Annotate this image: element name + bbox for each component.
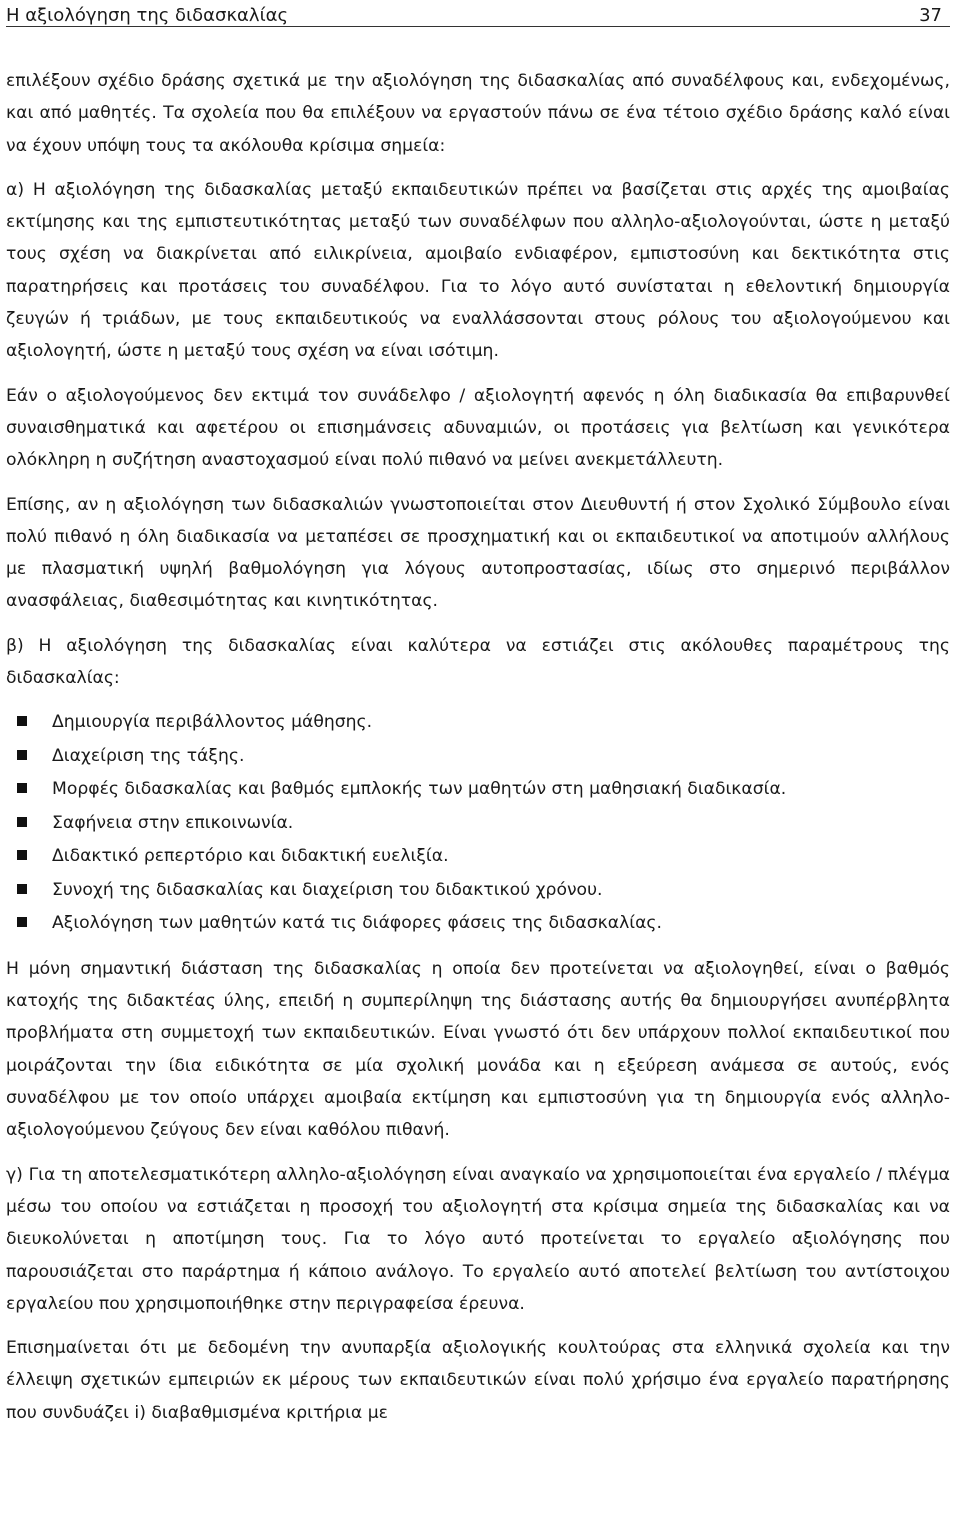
list-item	[14, 840, 950, 874]
paragraph: Εάν ο αξιολογούμενος δεν εκτιμά τον συνάδελφο / αξιολογητή αφενός η όλη διαδικασία θα επιβαρυνθεί συναισθηματικά και αφετέρου οι επισημάνσεις αδυναμιών, οι προτάσεις για βελτίωση και γενικότερα ολόκληρη η συζήτηση αναστοχασμού είναι πολύ πιθανό να μείνει ανεκμετάλλευτη.	[6, 385, 950, 471]
list-item	[14, 773, 950, 807]
list-item	[14, 807, 950, 841]
list-item-text: Δημιουργία περιβάλλοντος μάθησης.	[52, 712, 373, 733]
list-item-text: Σαφήνεια στην επικοινωνία.	[52, 812, 294, 833]
list-item	[14, 706, 950, 740]
list-item-text: Συνοχή της διδασκαλίας και διαχείριση του διδακτικού χρόνου.	[52, 879, 603, 900]
paragraph: Επισημαίνεται ότι με δεδομένη την ανυπαρξία αξιολογικής κουλτούρας στα ελληνικά σχολεία και την έλλειψη σχετικών εμπειριών εκ μέρους των εκπαιδευτικών είναι πολύ χρήσιμο ένα εργαλείο παρατήρησης που συνδυάζει i) διαβαθμισμένα κριτήρια με	[6, 1338, 950, 1423]
square-bullet-icon	[17, 817, 27, 827]
header-title: Η αξιολόγηση της διδασκαλίας	[6, 5, 289, 26]
list-item-text: Αξιολόγηση των μαθητών κατά τις διάφορες φάσεις της διδασκαλίας.	[52, 913, 662, 934]
page-number: 37	[919, 5, 942, 26]
paragraph: Η μόνη σημαντική διάσταση της διδασκαλίας η οποία δεν προτείνεται να αξιολογηθεί, είναι ο βαθμός κατοχής της διδακτέας ύλης, επειδή η συμπερίληψη της διάστασης αυτής θα δημιουργήσει ανυπέρβλητα προβλήματα στη συμμετοχή των εκπαιδευτικών. Είναι γνωστό ότι δεν υπάρχουν πολλοί εκπαιδευτικοί που μοιράζονται την ίδια ειδικότητα σε μία σχολική μονάδα και η εξεύρεση ανάμεσα σε αυτούς, ενός συναδέλφου με τον οποίο υπάρχει αμοιβαία εκτίμηση και εμπιστοσύνη για τη δημιουργία ενός αλληλο-αξιολογούμενου ζεύγους δεν είναι καθόλου πιθανή.	[6, 958, 950, 1141]
paragraph: β) Η αξιολόγηση της διδασκαλίας είναι καλύτερα να εστιάζει στις ακόλουθες παραμέτρους της διδασκαλίας:	[6, 635, 950, 689]
list-item	[14, 740, 950, 774]
square-bullet-icon	[17, 750, 27, 760]
paragraph: γ) Για τη αποτελεσματικότερη αλληλο-αξιολόγηση είναι αναγκαίο να χρησιμοποιείται ένα εργαλείο / πλέγμα μέσω του οποίου να εστιάζεται η προσοχή του αξιολογητή στα κρίσιμα σημεία της διδασκαλίας και να διευκολύνεται η αποτίμηση τους. Για το λόγο αυτό προτείνεται το εργαλείο αξιολόγησης που παρουσιάζεται στο παράρτημα ή κάποιο ανάλογο. Το εργαλείο αυτό αποτελεί βελτίωση του αντίστοιχου εργαλείου που χρησιμοποιήθηκε στην περιγραφείσα έρευνα.	[6, 1164, 950, 1314]
list-item	[14, 907, 950, 941]
list-item	[14, 874, 950, 908]
square-bullet-icon	[17, 850, 27, 860]
square-bullet-icon	[17, 884, 27, 894]
list-item-text: Διαχείριση της τάξης.	[52, 745, 245, 766]
running-header	[6, 0, 950, 27]
paragraph: Επίσης, αν η αξιολόγηση των διδασκαλιών γνωστοποιείται στον Διευθυντή ή στον Σχολικό Σύμβουλο είναι πολύ πιθανό η όλη διαδικασία να μεταπέσει σε προσχηματική και οι εκπαιδευτικοί να αποτιμούν αλλήλους με πλασματική υψηλή βαθμολόγηση για λόγους αυτοπροστασίας, ιδίως στο σημερινό περιβάλλον ανασφάλειας, διαθεσιμότητας και κινητικότητας.	[6, 494, 950, 612]
square-bullet-icon	[17, 917, 27, 927]
paragraph: α) Η αξιολόγηση της διδασκαλίας μεταξύ εκπαιδευτικών πρέπει να βασίζεται στις αρχές της αμοιβαίας εκτίμησης και της εμπιστευτικότητας μεταξύ των συναδέλφων που αλληλο-αξιολογούνται, ώστε η μεταξύ τους σχέση να διακρίνεται από ειλικρίνεια, αμοιβαίο ενδιαφέρον, εμπιστοσύνη και δεκτικότητα στις παρατηρήσεις και προτάσεις του συναδέλφου. Για το λόγο αυτό συνίσταται η εθελοντική δημιουργία ζευγών ή τριάδων, με τους εκπαιδευτικούς να εναλλάσσονται στους ρόλους του αξιολογούμενου και αξιολογητή, ώστε η μεταξύ τους σχέση να είναι ισότιμη.	[6, 179, 950, 362]
body-text	[6, 65, 950, 1429]
square-bullet-icon	[17, 783, 27, 793]
paragraph: επιλέξουν σχέδιο δράσης σχετικά με την αξιολόγηση της διδασκαλίας από συναδέλφους και, ενδεχομένως, και από μαθητές. Τα σχολεία που θα επιλέξουν να εργαστούν πάνω σε ένα τέτοιο σχέδιο δράσης καλό είναι να έχουν υπόψη τους τα ακόλουθα κρίσιμα σημεία:	[6, 71, 950, 156]
list-item-text: Διδακτικό ρεπερτόριο και διδακτική ευελιξία.	[52, 846, 449, 867]
parameter-list	[6, 706, 950, 941]
square-bullet-icon	[17, 716, 27, 726]
list-item-text: Μορφές διδασκαλίας και βαθμός εμπλοκής των μαθητών στη μαθησιακή διαδικασία.	[52, 779, 787, 800]
